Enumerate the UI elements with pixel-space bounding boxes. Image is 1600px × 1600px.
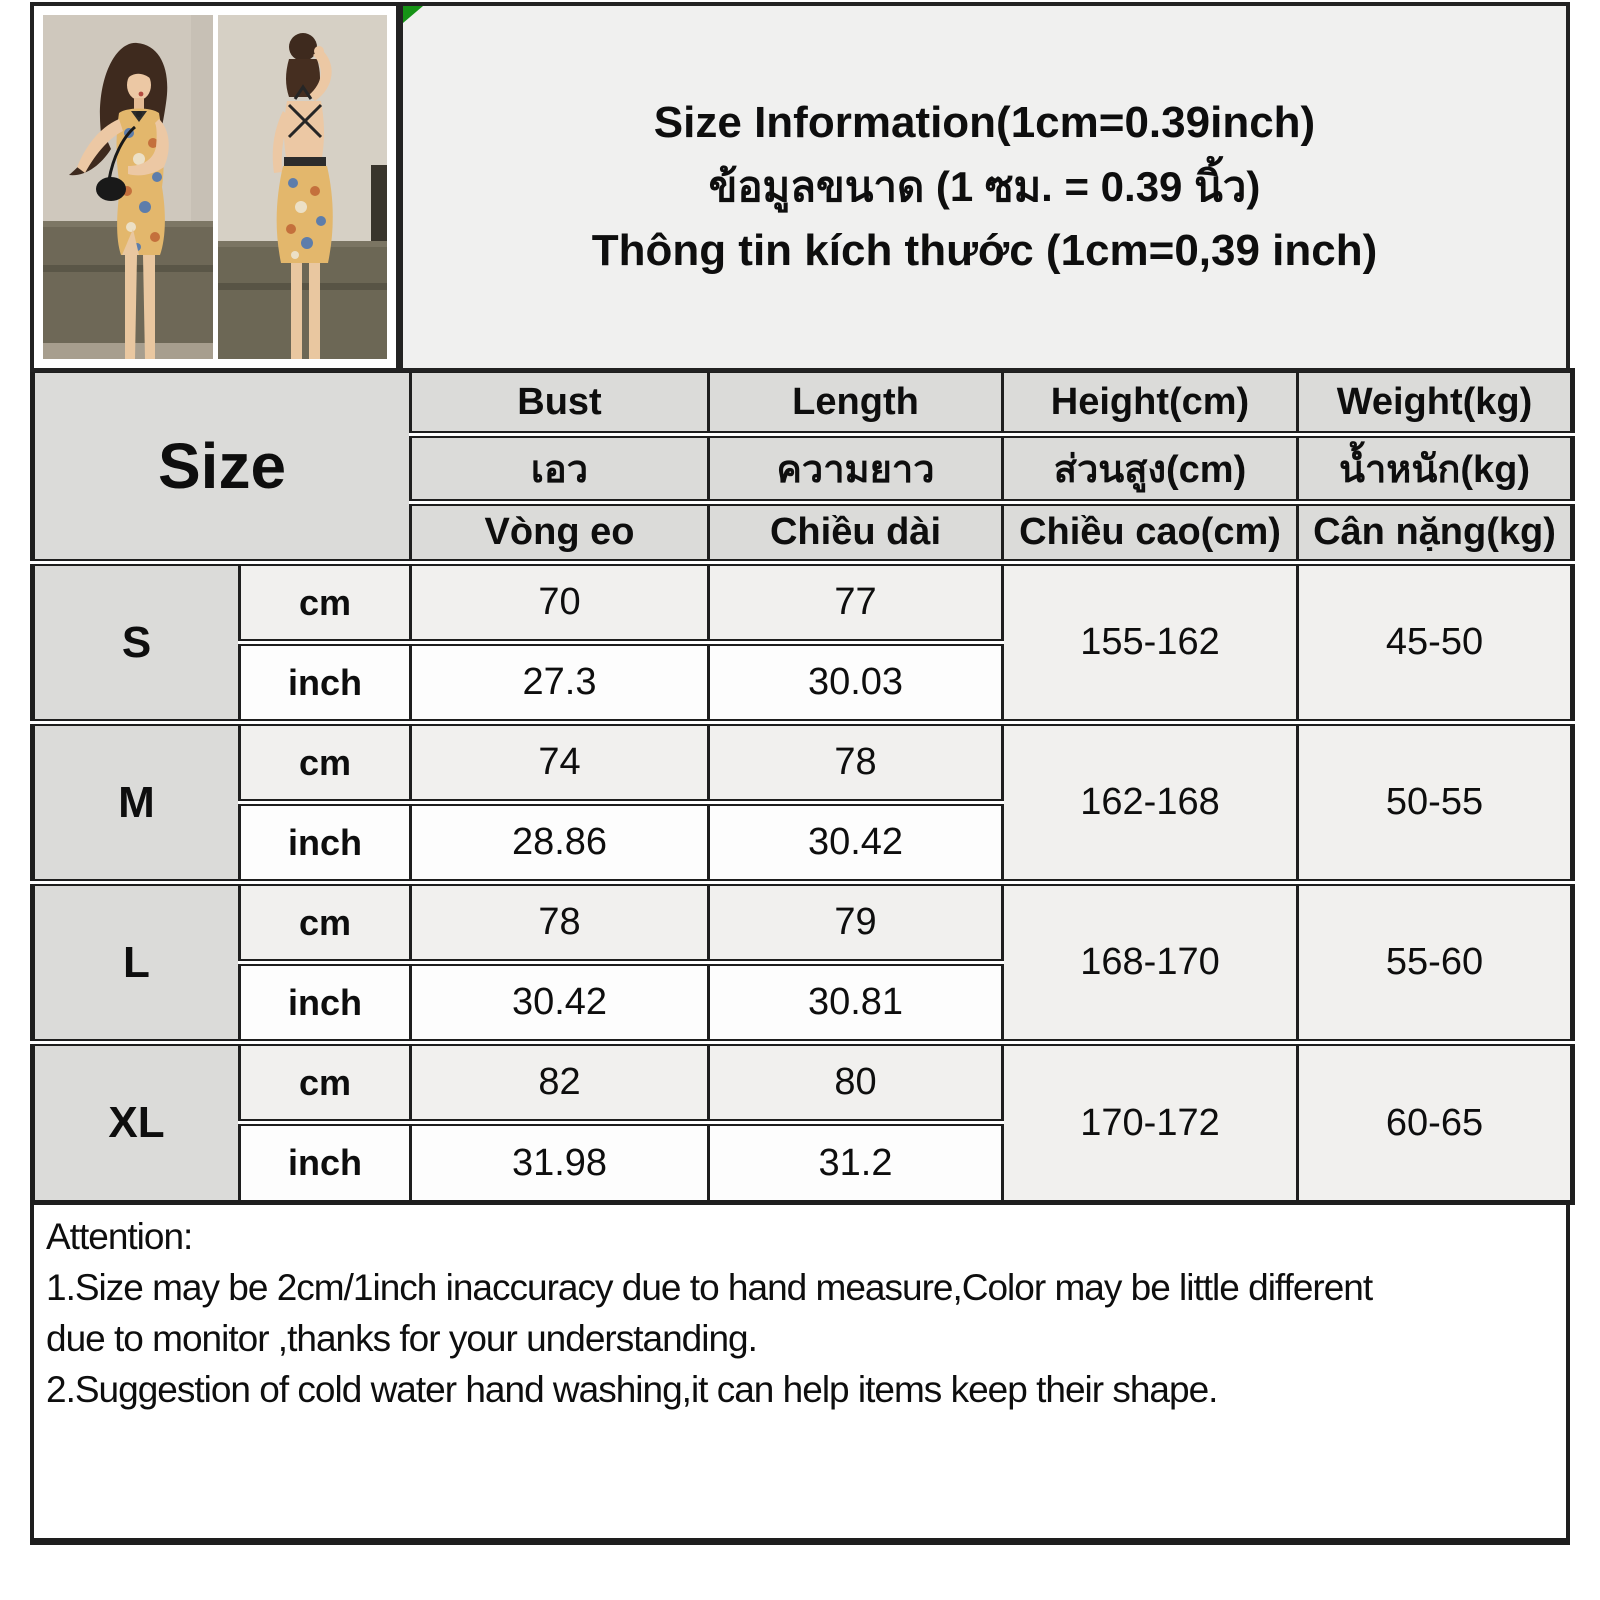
length-inch-m: 30.42 (709, 803, 1003, 883)
bust-cm-s: 70 (411, 563, 709, 643)
top-band (30, 2, 1570, 372)
attention-note-1a: 1.Size may be 2cm/1inch inaccuracy due to hand measure,Color may be little different (46, 1267, 1373, 1308)
size-table (30, 368, 1575, 1205)
row-s-cm (33, 563, 1573, 643)
bust-header-th: เอว (411, 435, 709, 503)
height-header-vi: Chiều cao(cm) (1003, 503, 1298, 563)
unit-cm-m: cm (240, 723, 411, 803)
row-m-cm (33, 723, 1573, 803)
row-xl-cm (33, 1043, 1573, 1123)
bust-inch-m: 28.86 (411, 803, 709, 883)
bust-header-vi: Vòng eo (411, 503, 709, 563)
bust-inch-s: 27.3 (411, 643, 709, 723)
unit-cm-s: cm (240, 563, 411, 643)
weight-range-xl: 60-65 (1298, 1043, 1573, 1203)
weight-header-vi: Cân nặng(kg) (1298, 503, 1573, 563)
bust-cm-xl: 82 (411, 1043, 709, 1123)
weight-range-l: 55-60 (1298, 883, 1573, 1043)
photo-divider (213, 15, 218, 359)
title-vietnamese: Thông tin kích thước (1cm=0,39 inch) (591, 226, 1378, 276)
attention-title: Attention: (46, 1216, 193, 1257)
length-cm-xl: 80 (709, 1043, 1003, 1123)
height-range-l: 168-170 (1003, 883, 1298, 1043)
green-corner-marker-icon (403, 6, 423, 23)
product-photo-collage (30, 2, 400, 372)
unit-inch-xl: inch (240, 1123, 411, 1203)
attention-notes (30, 1205, 1570, 1545)
row-l-cm (33, 883, 1573, 963)
bust-cm-l: 78 (411, 883, 709, 963)
length-header-en: Length (709, 371, 1003, 435)
height-range-m: 162-168 (1003, 723, 1298, 883)
title-english: Size Information(1cm=0.39inch) (653, 97, 1316, 147)
size-label-m: M (33, 723, 240, 883)
length-inch-s: 30.03 (709, 643, 1003, 723)
weight-range-s: 45-50 (1298, 563, 1573, 723)
bust-cm-m: 74 (411, 723, 709, 803)
length-cm-s: 77 (709, 563, 1003, 643)
size-label-l: L (33, 883, 240, 1043)
unit-cm-xl: cm (240, 1043, 411, 1123)
product-photo-back (218, 15, 387, 359)
height-range-s: 155-162 (1003, 563, 1298, 723)
title-thai: ข้อมูลขนาด (1 ซม. = 0.39 นิ้ว) (708, 162, 1261, 210)
size-label-xl: XL (33, 1043, 240, 1203)
height-range-xl: 170-172 (1003, 1043, 1298, 1203)
unit-inch-l: inch (240, 963, 411, 1043)
size-label-s: S (33, 563, 240, 723)
size-chart-content (30, 2, 1570, 1545)
height-header-en: Height(cm) (1003, 371, 1298, 435)
bust-inch-xl: 31.98 (411, 1123, 709, 1203)
height-header-th: ส่วนสูง(cm) (1003, 435, 1298, 503)
product-photo-front (43, 15, 213, 359)
weight-range-m: 50-55 (1298, 723, 1573, 883)
unit-inch-s: inch (240, 643, 411, 723)
size-column-header: Size (33, 371, 411, 563)
unit-inch-m: inch (240, 803, 411, 883)
bust-inch-l: 30.42 (411, 963, 709, 1043)
size-info-title-panel (399, 2, 1570, 372)
product-photo-illustration (43, 15, 387, 359)
length-inch-l: 30.81 (709, 963, 1003, 1043)
weight-header-en: Weight(kg) (1298, 371, 1573, 435)
unit-cm-l: cm (240, 883, 411, 963)
attention-note-2: 2.Suggestion of cold water hand washing,it can help items keep their shape. (46, 1369, 1218, 1410)
length-header-th: ความยาว (709, 435, 1003, 503)
length-inch-xl: 31.2 (709, 1123, 1003, 1203)
weight-header-th: น้ำหนัก(kg) (1298, 435, 1573, 503)
length-header-vi: Chiều dài (709, 503, 1003, 563)
length-cm-m: 78 (709, 723, 1003, 803)
attention-note-1b: due to monitor ,thanks for your understanding. (46, 1318, 757, 1359)
bust-header-en: Bust (411, 371, 709, 435)
length-cm-l: 79 (709, 883, 1003, 963)
header-row-english (33, 371, 1573, 435)
